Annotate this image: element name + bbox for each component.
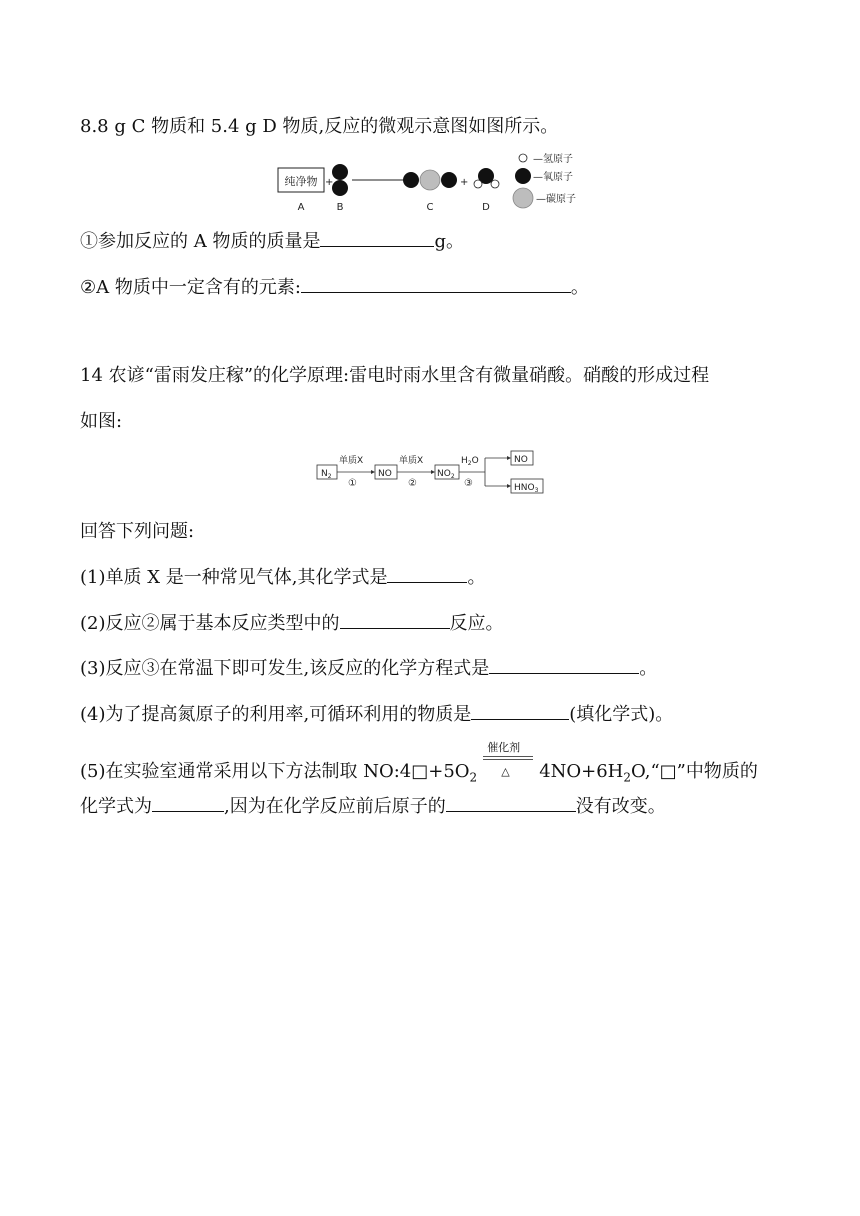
arrow-head xyxy=(507,456,511,460)
arrow-head xyxy=(431,470,435,474)
answer-blank[interactable] xyxy=(320,230,434,247)
step2-reagent: 单质X xyxy=(399,456,424,466)
q13-part1 xyxy=(80,230,464,253)
step1-reagent: 单质X xyxy=(339,456,364,466)
q14-intro-line1: 14 农谚“雷雨发庄稼”的化学原理:雷电时雨水里含有微量硝酸。硝酸的形成过程 xyxy=(80,365,710,386)
q14-part2-text: (2)反应②属于基本反应类型中的 xyxy=(80,613,340,634)
q13-part1-unit: g。 xyxy=(434,231,464,252)
q14-answer-prompt: 回答下列问题: xyxy=(80,521,195,542)
legend-oxygen-label: —氧原子 xyxy=(533,172,573,183)
step2-marker: ② xyxy=(408,478,417,489)
q14-part5-line2 xyxy=(80,795,666,818)
q13-part2 xyxy=(80,276,589,299)
plus-sign-1: + xyxy=(325,177,334,188)
arrow-head xyxy=(507,484,511,488)
oxygen-atom xyxy=(332,180,348,196)
oxygen-atom xyxy=(403,172,419,188)
q14-part1 xyxy=(80,566,485,589)
out-no-label: NO xyxy=(514,455,528,465)
step1-marker: ① xyxy=(348,478,357,489)
step3-marker: ③ xyxy=(464,478,473,489)
q14-part3 xyxy=(80,657,657,680)
legend-carbon-atom xyxy=(513,188,533,208)
subscript: 2 xyxy=(469,770,478,785)
q14-part5-text: (5)在实验室通常采用以下方法制取 NO:4□+5O xyxy=(80,761,470,782)
label-b: B xyxy=(336,202,344,212)
q14-part5-line2-end: 没有改变。 xyxy=(575,796,666,817)
q14-part5-products: 4NO+6H xyxy=(539,761,624,782)
legend-oxygen-atom xyxy=(515,168,531,184)
hydrogen-atom xyxy=(491,180,499,188)
q14-part2-end: 反应。 xyxy=(449,613,504,634)
answer-blank[interactable] xyxy=(489,657,639,674)
arrow-head xyxy=(371,470,375,474)
label-a: A xyxy=(297,202,305,212)
label-c: C xyxy=(426,202,434,212)
answer-blank[interactable] xyxy=(340,612,450,629)
out-hno3-label: $HNO_3$ xyxy=(514,483,539,494)
q14-part5-line2-mid: ,因为在化学反应前后原子的 xyxy=(224,796,446,817)
oxygen-atom xyxy=(441,172,457,188)
heat-symbol: △ xyxy=(501,765,510,778)
answer-blank[interactable] xyxy=(301,276,571,293)
pure-substance-label: 纯净物 xyxy=(284,175,318,188)
carbon-atom xyxy=(420,170,440,190)
hydrogen-atom xyxy=(474,180,482,188)
q14-part4-end: (填化学式)。 xyxy=(569,704,674,725)
q14-part3-text: (3)反应③在常温下即可发生,该反应的化学方程式是 xyxy=(80,658,490,679)
label-d: D xyxy=(482,202,490,212)
answer-blank[interactable] xyxy=(471,703,569,720)
q14-part4-text: (4)为了提高氮原子的利用率,可循环利用的物质是 xyxy=(80,704,472,725)
answer-blank[interactable] xyxy=(152,795,224,812)
q14-part2 xyxy=(80,612,504,635)
no2-label: $NO_2$ xyxy=(437,469,455,480)
nitric-acid-flow-diagram xyxy=(315,450,550,498)
oxygen-atom xyxy=(332,164,348,180)
answer-blank[interactable] xyxy=(387,566,467,583)
legend-hydrogen-label: —氢原子 xyxy=(533,154,573,165)
catalyst-condition xyxy=(477,741,539,778)
q14-part3-end: 。 xyxy=(639,658,658,679)
q14-part4 xyxy=(80,703,673,726)
subscript: 2 xyxy=(623,770,632,785)
answer-blank[interactable] xyxy=(446,795,576,812)
q14-intro-line2: 如图: xyxy=(80,411,123,432)
reaction-micro-diagram xyxy=(270,150,600,212)
q13-part2-end: 。 xyxy=(570,277,589,298)
q14-part5-line2-text: 化学式为 xyxy=(80,796,152,817)
legend-carbon-label: —碳原子 xyxy=(536,194,576,205)
q13-intro: 8.8 g C 物质和 5.4 g D 物质,反应的微观示意图如图所示。 xyxy=(80,116,559,137)
no-label: NO xyxy=(378,469,392,479)
q14-part1-end: 。 xyxy=(467,567,486,588)
legend-hydrogen-atom xyxy=(519,154,527,162)
q13-part2-text: ②A 物质中一定含有的元素: xyxy=(80,277,301,298)
plus-sign-2: + xyxy=(460,177,469,188)
n2-label: $N_2$ xyxy=(321,469,332,480)
q14-part5-line1 xyxy=(80,741,758,789)
step3-reagent: $H_2O$ xyxy=(461,456,479,467)
catalyst-label: 催化剂 xyxy=(487,741,521,754)
q14-part1-text: (1)单质 X 是一种常见气体,其化学式是 xyxy=(80,567,388,588)
q13-part1-text: ①参加反应的 A 物质的质量是 xyxy=(80,231,321,252)
q14-part5-tail: O,“□”中物质的 xyxy=(631,761,758,782)
